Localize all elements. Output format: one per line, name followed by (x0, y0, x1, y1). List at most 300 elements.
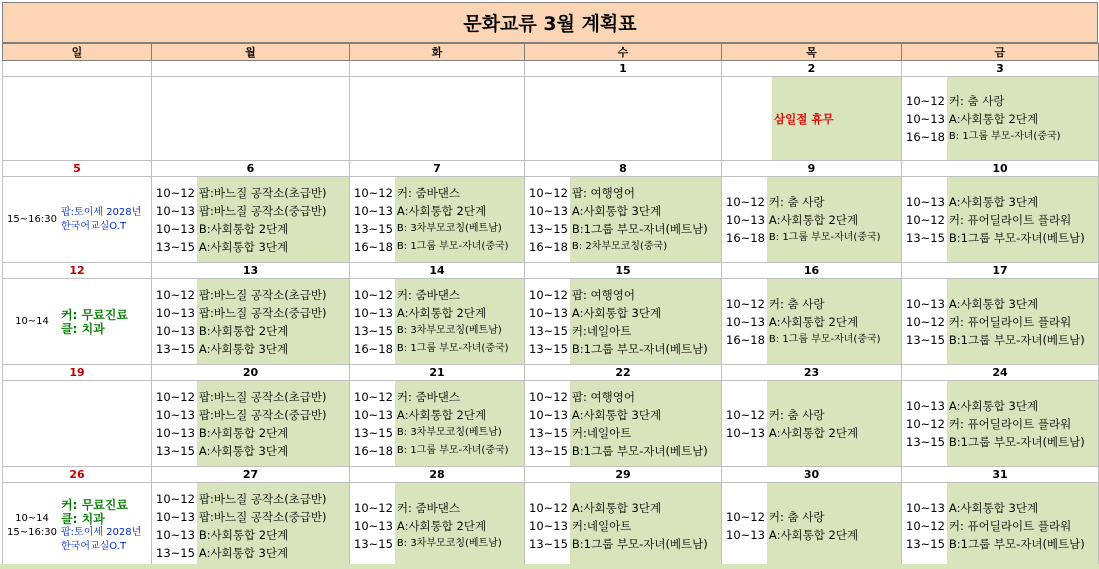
time-label: 13~15 (529, 221, 568, 236)
day-events (902, 483, 1098, 568)
date-number: 17 (902, 263, 1099, 279)
activity-label: 커: 춤 사랑 (768, 296, 825, 311)
day-cell (902, 77, 1099, 161)
activity-label: 팝:바느질 공작소(초급반) (198, 389, 327, 404)
date-number: 12 (3, 263, 152, 279)
activity-label: 팝:바느질 공작소(초급반) (198, 287, 327, 302)
activity-label: 커: 줌바댄스 (396, 500, 460, 515)
time-label: 10~12 (726, 296, 765, 311)
time-label: 13~15 (529, 443, 568, 458)
day-cell (350, 381, 525, 467)
activity-label: B: 1그룹 부모-자녀(중국) (396, 342, 509, 354)
time-label: 10~13 (354, 305, 393, 320)
date-number: 5 (3, 161, 152, 177)
time-column (152, 177, 197, 262)
time-label: 10~13 (906, 194, 945, 209)
time-label: 10~12 (529, 389, 568, 404)
day-cell (152, 177, 350, 263)
sunday-cell (3, 279, 152, 365)
time-label: 10~13 (156, 407, 195, 422)
activity-column (767, 483, 901, 568)
activity-label: B:사회통합 2단계 (198, 527, 289, 542)
activity-column (395, 483, 524, 568)
date-number: 24 (902, 365, 1099, 381)
activity-label: 커: 줌바댄스 (396, 389, 460, 404)
activity-label: B: 1그룹 부모-자녀(중국) (396, 444, 509, 456)
day-events (525, 381, 721, 466)
time-label: 10~13 (354, 407, 393, 422)
time-label: 10~13 (354, 203, 393, 218)
date-number: 20 (152, 365, 350, 381)
activity-label: A:사회통합 3단계 (571, 305, 662, 320)
holiday-label: 삼일절 휴무 (774, 111, 834, 126)
day-cell (722, 279, 902, 365)
activity-column (947, 381, 1098, 466)
time-label: 16~18 (354, 341, 393, 356)
activity-column (395, 177, 524, 262)
time-label: 10~14 (15, 315, 49, 327)
day-cell (902, 483, 1099, 569)
activity-label: 팝:바느질 공작소(중급반) (198, 407, 327, 422)
activity-label: A:사회통합 2단계 (396, 407, 487, 422)
activity-label: 커:네일아트 (571, 323, 632, 338)
day-events (350, 177, 524, 262)
time-label: 10~12 (354, 185, 393, 200)
activity-label: 팝: 여행영어 (571, 185, 635, 200)
activity-column (947, 483, 1098, 568)
calendar-table (2, 43, 1099, 569)
weekday-header: 목 (722, 44, 902, 61)
time-label: 15~16:30 (7, 526, 57, 538)
sunday-cell (3, 483, 152, 569)
time-label: 13~15 (156, 239, 195, 254)
time-label: 10~13 (726, 527, 765, 542)
time-label: 10~12 (156, 389, 195, 404)
activity-label: 커: 퓨어딜라이트 플라워 (948, 212, 1072, 227)
time-label: 16~18 (529, 239, 568, 254)
time-label: 10~13 (726, 425, 765, 440)
activity-column (570, 279, 721, 364)
date-row (3, 61, 1099, 77)
date-number: 13 (152, 263, 350, 279)
time-label: 10~12 (529, 287, 568, 302)
date-number: 6 (152, 161, 350, 177)
day-events (152, 177, 349, 262)
activity-label: A:사회통합 3단계 (948, 500, 1039, 515)
date-number: 26 (3, 467, 152, 483)
activity-column (947, 279, 1098, 364)
day-cell (722, 177, 902, 263)
time-column (350, 279, 395, 364)
time-label: 10~13 (529, 203, 568, 218)
time-label: 10~13 (529, 407, 568, 422)
activity-label: 팝: 여행영어 (571, 287, 635, 302)
date-number: 3 (902, 61, 1099, 77)
date-number: 23 (722, 365, 902, 381)
time-label: 13~15 (354, 221, 393, 236)
activity-label: B:1그룹 부모-자녀(베트남) (948, 332, 1085, 347)
day-events (152, 483, 349, 568)
activity-column (395, 279, 524, 364)
time-column (722, 381, 767, 466)
activity-label: A:사회통합 3단계 (198, 341, 289, 356)
time-label: 10~12 (156, 185, 195, 200)
activity-label: B:1그룹 부모-자녀(베트남) (571, 536, 708, 551)
activity-label: 팝: 여행영어 (571, 389, 635, 404)
day-cell (350, 279, 525, 365)
time-label: 10~13 (156, 509, 195, 524)
time-label: 13~15 (156, 443, 195, 458)
time-label: 13~15 (906, 230, 945, 245)
day-events (722, 177, 901, 262)
activity-label: A:사회통합 2단계 (768, 314, 859, 329)
time-label: 10~12 (906, 518, 945, 533)
sunday-activities (61, 308, 151, 336)
event-row (3, 483, 1099, 569)
activity-label: B:1그룹 부모-자녀(베트남) (948, 230, 1085, 245)
time-label: 10~12 (156, 491, 195, 506)
sunday-cell (3, 77, 152, 161)
day-cell (525, 279, 722, 365)
activity-label: 팝:바느질 공작소(초급반) (198, 185, 327, 200)
sunday-content (3, 483, 151, 568)
sunday-activities (61, 206, 151, 234)
day-cell (350, 77, 525, 161)
time-label: 10~12 (354, 287, 393, 302)
activity-label: 한국어교실O.T (61, 220, 127, 232)
time-label: 13~15 (906, 536, 945, 551)
time-column (152, 483, 197, 568)
date-number: 8 (525, 161, 722, 177)
time-label: 10~13 (156, 305, 195, 320)
date-number: 28 (350, 467, 525, 483)
activity-label: 커: 춤 사랑 (768, 194, 825, 209)
bottom-strip (0, 564, 1099, 569)
time-label: 10~13 (156, 323, 195, 338)
activity-label: 팝:바느질 공작소(초급반) (198, 491, 327, 506)
day-cell (722, 77, 902, 161)
activity-label: 팝:토이세 2028년 (61, 206, 142, 218)
day-events (722, 483, 901, 568)
time-label: 10~12 (529, 500, 568, 515)
time-label: 10~13 (726, 314, 765, 329)
day-events (525, 483, 721, 568)
activity-column (197, 177, 349, 262)
time-label: 10~12 (726, 194, 765, 209)
sunday-cell (3, 177, 152, 263)
time-label: 16~18 (906, 129, 945, 144)
activity-label: B:1그룹 부모-자녀(베트남) (571, 221, 708, 236)
day-events (902, 279, 1098, 364)
activity-label: 커:네일아트 (571, 518, 632, 533)
date-number (350, 61, 525, 77)
activity-label: B: 1그룹 부모-자녀(중국) (948, 130, 1061, 142)
day-cell (525, 177, 722, 263)
weekday-header: 일 (3, 44, 152, 61)
time-label: 16~18 (726, 332, 765, 347)
day-cell (525, 483, 722, 569)
time-column (525, 177, 570, 262)
activity-label: A:사회통합 2단계 (396, 518, 487, 533)
sunday-times (3, 315, 61, 329)
activity-label: A:사회통합 3단계 (948, 398, 1039, 413)
activity-label: 팝:바느질 공작소(중급반) (198, 509, 327, 524)
activity-label: B:사회통합 2단계 (198, 323, 289, 338)
activity-label: A:사회통합 2단계 (948, 111, 1039, 126)
time-label: 15~16:30 (7, 213, 57, 225)
day-cell (722, 381, 902, 467)
time-label: 10~13 (906, 296, 945, 311)
date-row (3, 467, 1099, 483)
activity-label: B: 1그룹 부모-자녀(중국) (768, 231, 881, 243)
activity-label: 커: 무료진료 (61, 307, 128, 322)
activity-column (197, 381, 349, 466)
sunday-cell (3, 381, 152, 467)
activity-label: 커: 무료진료 (61, 497, 128, 512)
time-column (902, 279, 947, 364)
time-label: 10~13 (906, 111, 945, 126)
date-number: 27 (152, 467, 350, 483)
time-label: 13~15 (156, 545, 195, 560)
time-label: 10~13 (529, 518, 568, 533)
activity-label: B: 3차부모코칭(베트남) (396, 222, 502, 234)
day-cell (152, 381, 350, 467)
activity-label: A:사회통합 3단계 (198, 545, 289, 560)
day-cell (152, 483, 350, 569)
activity-label: 클: 치과 (61, 321, 105, 336)
day-cell (722, 483, 902, 569)
activity-label: B:1그룹 부모-자녀(베트남) (948, 536, 1085, 551)
activity-label: 팝:바느질 공작소(중급반) (198, 305, 327, 320)
event-row (3, 279, 1099, 365)
activity-label: 팝:바느질 공작소(중급반) (198, 203, 327, 218)
day-events (902, 381, 1098, 466)
activity-label: B: 1그룹 부모-자녀(중국) (396, 240, 509, 252)
event-row (3, 381, 1099, 467)
activity-column (395, 381, 524, 466)
time-label: 13~15 (529, 536, 568, 551)
time-label: 10~12 (906, 93, 945, 108)
time-column (525, 279, 570, 364)
time-label: 10~13 (906, 500, 945, 515)
time-column (902, 483, 947, 568)
time-label: 10~13 (156, 203, 195, 218)
event-row (3, 177, 1099, 263)
time-label: 10~12 (726, 509, 765, 524)
date-row (3, 263, 1099, 279)
time-label: 10~13 (156, 425, 195, 440)
time-column (525, 483, 570, 568)
activity-label: A:사회통합 3단계 (571, 500, 662, 515)
day-cell (152, 279, 350, 365)
time-label: 10~12 (906, 416, 945, 431)
weekday-header: 금 (902, 44, 1099, 61)
activity-column (772, 77, 901, 160)
activity-label: 커: 줌바댄스 (396, 185, 460, 200)
activity-label: B:1그룹 부모-자녀(베트남) (948, 434, 1085, 449)
activity-label: A:사회통합 2단계 (768, 212, 859, 227)
date-number: 22 (525, 365, 722, 381)
day-cell (902, 177, 1099, 263)
time-label: 10~12 (354, 500, 393, 515)
activity-column (767, 177, 901, 262)
day-cell (525, 381, 722, 467)
activity-label: 커: 춤 사랑 (948, 93, 1005, 108)
time-column (350, 483, 395, 568)
date-number: 16 (722, 263, 902, 279)
sunday-times (3, 512, 61, 540)
time-label: 10~14 (15, 512, 49, 524)
day-events (152, 381, 349, 466)
activity-column (570, 483, 721, 568)
time-column (350, 381, 395, 466)
time-label: 10~13 (906, 398, 945, 413)
day-events (350, 279, 524, 364)
day-events (152, 279, 349, 364)
activity-label: 팝:토이세 2028년 (61, 526, 142, 538)
time-label: 10~12 (354, 389, 393, 404)
date-number: 29 (525, 467, 722, 483)
activity-label: 커: 퓨어딜라이트 플라워 (948, 416, 1072, 431)
time-column (902, 77, 947, 160)
day-cell (902, 381, 1099, 467)
activity-label: 커: 춤 사랑 (768, 509, 825, 524)
activity-column (197, 279, 349, 364)
time-column (902, 177, 947, 262)
time-label: 10~13 (354, 518, 393, 533)
activity-label: 커: 춤 사랑 (768, 407, 825, 422)
activity-label: A:사회통합 3단계 (198, 443, 289, 458)
time-label: 13~15 (354, 323, 393, 338)
date-number: 21 (350, 365, 525, 381)
time-label: 13~15 (906, 434, 945, 449)
activity-column (767, 381, 901, 466)
weekday-header: 월 (152, 44, 350, 61)
time-column (722, 177, 767, 262)
time-label: 16~18 (354, 443, 393, 458)
sunday-activities (61, 498, 151, 554)
date-number: 19 (3, 365, 152, 381)
day-cell (525, 77, 722, 161)
time-column (722, 279, 767, 364)
activity-label: B: 3차부모코칭(베트남) (396, 324, 502, 336)
date-number (152, 61, 350, 77)
sunday-content (3, 279, 151, 364)
time-label: 13~15 (529, 323, 568, 338)
date-number: 10 (902, 161, 1099, 177)
activity-label: A:사회통합 2단계 (768, 527, 859, 542)
time-label: 10~13 (726, 212, 765, 227)
activity-label: B: 3차부모코칭(베트남) (396, 537, 502, 549)
activity-label: A:사회통합 2단계 (396, 203, 487, 218)
activity-label: A:사회통합 3단계 (198, 239, 289, 254)
activity-label: A:사회통합 3단계 (948, 194, 1039, 209)
time-label: 16~18 (354, 239, 393, 254)
time-label: 10~13 (156, 221, 195, 236)
time-column (722, 483, 767, 568)
activity-label: 커:네일아트 (571, 425, 632, 440)
time-label: 13~15 (529, 425, 568, 440)
activity-label: 한국어교실O.T (61, 540, 127, 552)
time-label: 10~12 (906, 212, 945, 227)
day-events (350, 381, 524, 466)
activity-label: 커: 줌바댄스 (396, 287, 460, 302)
sunday-times (3, 213, 61, 227)
activity-label: A:사회통합 2단계 (396, 305, 487, 320)
activity-column (947, 177, 1098, 262)
time-label: 13~15 (156, 341, 195, 356)
day-events (722, 77, 901, 160)
day-events (902, 77, 1098, 160)
day-cell (902, 279, 1099, 365)
time-label: 13~15 (529, 341, 568, 356)
time-label: 10~12 (726, 407, 765, 422)
day-cell (350, 177, 525, 263)
time-column (350, 177, 395, 262)
date-number: 7 (350, 161, 525, 177)
activity-column (570, 177, 721, 262)
date-row (3, 161, 1099, 177)
activity-label: A:사회통합 2단계 (768, 425, 859, 440)
time-label: 16~18 (726, 230, 765, 245)
activity-label: B:사회통합 2단계 (198, 425, 289, 440)
time-column (722, 77, 772, 160)
date-number: 9 (722, 161, 902, 177)
activity-label: A:사회통합 3단계 (571, 407, 662, 422)
time-label: 10~13 (529, 305, 568, 320)
activity-label: B: 3차부모코칭(베트남) (396, 426, 502, 438)
time-label: 10~12 (529, 185, 568, 200)
time-column (902, 381, 947, 466)
activity-label: A:사회통합 3단계 (571, 203, 662, 218)
date-number: 1 (525, 61, 722, 77)
date-row (3, 365, 1099, 381)
activity-label: A:사회통합 3단계 (948, 296, 1039, 311)
weekday-header: 화 (350, 44, 525, 61)
time-label: 10~12 (906, 314, 945, 329)
time-column (152, 381, 197, 466)
date-number: 14 (350, 263, 525, 279)
date-number: 2 (722, 61, 902, 77)
activity-label: B: 1그룹 부모-자녀(중국) (768, 333, 881, 345)
activity-label: 커: 퓨어딜라이트 플라워 (948, 314, 1072, 329)
event-row (3, 77, 1099, 161)
activity-column (197, 483, 349, 568)
page-title: 문화교류 3월 계획표 (2, 2, 1098, 43)
date-number: 15 (525, 263, 722, 279)
time-label: 13~15 (906, 332, 945, 347)
date-number (3, 61, 152, 77)
activity-column (947, 77, 1098, 160)
day-events (525, 279, 721, 364)
date-number: 30 (722, 467, 902, 483)
activity-label: B:1그룹 부모-자녀(베트남) (571, 443, 708, 458)
weekday-header-row (3, 44, 1099, 61)
day-cell (152, 77, 350, 161)
date-number: 31 (902, 467, 1099, 483)
activity-label: B: 2차부모코칭(중국) (571, 240, 668, 252)
time-label: 10~12 (156, 287, 195, 302)
day-events (902, 177, 1098, 262)
day-events (722, 279, 901, 364)
time-label: 10~13 (156, 527, 195, 542)
activity-column (767, 279, 901, 364)
activity-label: B:1그룹 부모-자녀(베트남) (571, 341, 708, 356)
time-column (525, 381, 570, 466)
time-label: 13~15 (354, 536, 393, 551)
day-events (722, 381, 901, 466)
day-cell (350, 483, 525, 569)
